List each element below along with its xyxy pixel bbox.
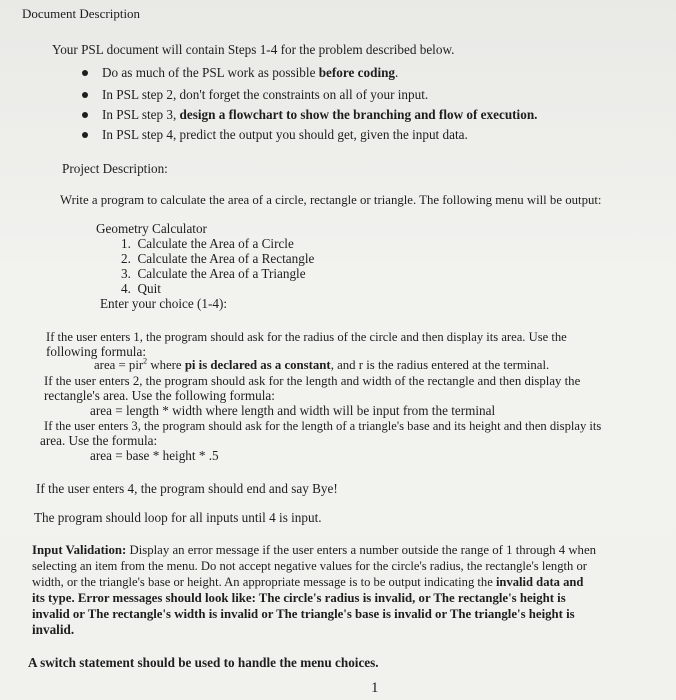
menu-item-3 [121,266,306,282]
formula-exponent: 2 [143,356,148,366]
loop-text: The program should loop for all inputs until 4 is input. [34,510,322,525]
bullet-4-text: In PSL step 4, predict the output you should get, given the input data. [102,127,468,142]
rectangle-line-1: If the user enters 2, the program should ask for the length and width of the rectangle and then display the [44,374,581,388]
validation-line-3 [32,574,583,590]
validation-line-4: its type. Error messages should look like: The circle's radius is invalid, or The rectangle's height is [32,591,566,605]
bullet-item-2 [102,87,428,103]
menu-item-label: Calculate the Area of a Triangle [137,266,306,281]
project-intro: Write a program to calculate the area of a circle, rectangle or triangle. The following menu will be output: [60,193,602,207]
menu-item-1 [121,236,294,252]
triangle-line-1: If the user enters 3, the program should ask for the length of a triangle's base and its height and then display its [44,419,602,433]
bullet-3-bold: design a flowchart to show the branching and flow of execution. [179,107,538,122]
menu-item-4 [121,281,161,297]
rectangle-formula: area = length * width where length and width will be input from the terminal [90,403,496,418]
menu-item-number: 1. [121,236,131,251]
bullet-dot [82,112,88,118]
circle-formula-text: area = pir [94,358,144,372]
circle-formula-post: , and r is the radius entered at the terminal. [330,358,550,372]
validation-line-6: invalid. [32,622,75,637]
bullet-2-text: In PSL step 2, don't forget the constraints on all of your input. [102,87,429,102]
validation-line-1-text: Display an error message if the user enters a number outside the range of 1 through 4 when [126,543,597,557]
menu-item-label: Calculate the Area of a Circle [137,236,294,251]
menu-item-number: 3. [121,266,131,281]
validation-line-3-bold: invalid data and [495,575,584,589]
project-heading: Project Description: [62,161,168,176]
switch-text: A switch statement should be used to handle the menu choices. [28,655,379,670]
bullet-item-1 [102,65,398,81]
menu-item-2 [121,251,314,267]
circle-line-1: If the user enters 1, the program should ask for the radius of the circle and then display its area. Use the [46,330,567,344]
circle-formula-mid: where [147,358,185,372]
page-number: 1 [371,680,379,696]
bullet-dot [82,70,88,76]
bullet-1-text: Do as much of the PSL work as possible [102,65,319,80]
bullet-dot [82,92,88,98]
doc-title: Document Description [22,6,141,21]
intro-text: Your PSL document will contain Steps 1-4 for the problem described below. [52,42,455,57]
bullet-item-3 [102,107,537,123]
validation-line-3-text: width, or the triangle's base or height. An appropriate message is to be output indicating the [32,575,496,589]
menu-item-number: 2. [121,251,131,266]
bullet-dot [82,132,88,138]
quit-text: If the user enters 4, the program should end and say Bye! [36,481,338,496]
triangle-formula: area = base * height * .5 [90,448,219,463]
rectangle-line-2: rectangle's area. Use the following formula: [44,388,275,403]
menu-item-label: Quit [137,281,161,296]
menu-item-number: 4. [121,281,131,296]
triangle-line-2: area. Use the formula: [40,433,158,448]
validation-label: Input Validation: [32,543,127,557]
validation-line-2: selecting an item from the menu. Do not accept negative values for the circle's radius, the rectangle's length or [32,559,587,573]
validation-line-1 [32,542,596,558]
circle-formula [94,357,549,373]
circle-line-2: following formula: [46,344,146,359]
circle-formula-bold: pi is declared as a constant [184,358,331,372]
bullet-item-4 [102,127,468,143]
menu-title: Geometry Calculator [96,221,207,236]
validation-line-5: invalid or The rectangle's width is invalid or The triangle's base is invalid or The triangle's height is [32,607,575,621]
menu-prompt: Enter your choice (1-4): [100,296,228,311]
menu-item-label: Calculate the Area of a Rectangle [137,251,315,266]
bullet-1-bold: before coding [318,65,396,80]
bullet-3-text: In PSL step 3, [102,107,180,122]
bullet-1-post: . [395,65,399,80]
